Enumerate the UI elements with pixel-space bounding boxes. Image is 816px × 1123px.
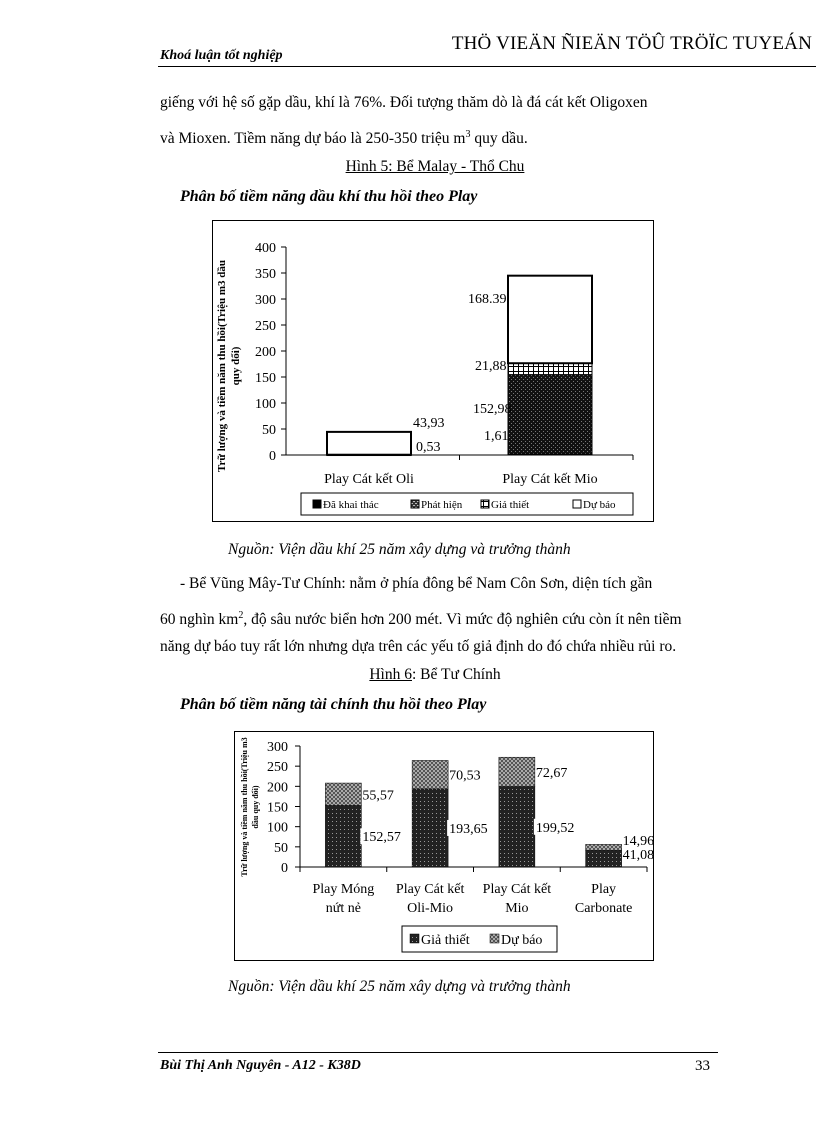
y-axis-label-line-2: dầu quy đổi) xyxy=(251,785,260,829)
text-span: quy dầu. xyxy=(470,130,528,148)
y-tick-label: 150 xyxy=(267,800,288,816)
chart-2 xyxy=(235,732,653,960)
y-tick-label: 150 xyxy=(255,371,276,386)
data-label: 152,98 xyxy=(473,402,512,417)
bar-segment xyxy=(508,375,592,455)
legend-swatch xyxy=(313,500,321,508)
y-tick-label: 100 xyxy=(267,820,288,836)
paragraph-2-line-3: năng dự báo tuy rất lớn nhưng dựa trên các yếu tố giả định do đó chứa nhiều rủi ro. xyxy=(160,638,677,655)
y-tick-label: 200 xyxy=(255,345,276,360)
y-tick-label: 0 xyxy=(269,449,276,464)
text-span: 60 nghìn km xyxy=(160,611,239,629)
y-axis-label-line-1: Trữ lượng và tiềm năm thu hồi(Triệu m3 xyxy=(240,737,249,877)
bar-segment xyxy=(412,789,448,867)
legend-swatch xyxy=(481,500,489,508)
data-label: 1,61 xyxy=(484,429,509,444)
x-tick-label: Oli-Mio xyxy=(407,901,454,916)
y-tick-label: 300 xyxy=(267,740,288,755)
y-tick-label: 400 xyxy=(255,241,276,256)
legend-label: Đã khai thác xyxy=(323,499,379,511)
x-tick-label: Play Cát kết xyxy=(395,882,465,897)
data-label: 72,67 xyxy=(535,765,568,781)
x-tick-label: Play Cát kết Mio xyxy=(502,472,598,487)
chart-1-frame xyxy=(212,220,654,522)
y-tick-label: 300 xyxy=(255,293,276,308)
figure-6-title-label: Hình 6 xyxy=(369,666,412,683)
data-label: 168.39 xyxy=(468,292,507,307)
y-axis-label-line-2: quy đổi) xyxy=(230,346,242,386)
paragraph-1-line-2 xyxy=(160,118,528,155)
legend-label: Giả thiết xyxy=(421,933,470,948)
legend-swatch xyxy=(490,934,499,943)
bar-segment xyxy=(325,783,361,805)
y-tick-label: 200 xyxy=(267,780,288,796)
y-tick-label: 250 xyxy=(255,319,276,334)
chart-1 xyxy=(213,221,653,521)
y-tick-label: 350 xyxy=(255,267,276,282)
figure-5-title: Hình 5: Bể Malay - Thổ Chu xyxy=(345,158,525,175)
legend-swatch xyxy=(573,500,581,508)
superscript: 3 xyxy=(465,129,471,140)
data-label: 70,53 xyxy=(449,768,481,784)
figure-6-subtitle: Phân bố tiềm năng tài chính thu hồi theo Play xyxy=(180,696,487,713)
text-span: , độ sâu nước biển hơn 200 mét. Vì mức độ nghiên cứu còn ít nên tiềm xyxy=(243,611,682,629)
paragraph-1-line-1: giếng với hệ số gặp dầu, khí là 76%. Đối tượng thăm dò là đá cát kết Oligoxen xyxy=(160,94,648,111)
footer-author: Bùi Thị Anh Nguyên - A12 - K38D xyxy=(160,1058,361,1073)
y-tick-label: 250 xyxy=(267,760,288,776)
legend-swatch xyxy=(411,500,419,508)
y-tick-label: 0 xyxy=(281,861,288,876)
chart-2-frame xyxy=(234,731,654,961)
legend-label: Giả thiết xyxy=(491,499,530,511)
x-tick-label: Play Cát kết Oli xyxy=(324,472,414,487)
x-tick-label: Carbonate xyxy=(574,901,633,916)
paragraph-2-line-1: - Bể Vũng Mây-Tư Chính: nằm ở phía đông bể Nam Côn Sơn, diện tích gần xyxy=(180,575,653,592)
text-span: và Mioxen. Tiềm năng dự báo là 250-350 triệu m xyxy=(160,130,466,148)
legend-label: Dự báo xyxy=(583,499,616,511)
bar-segment xyxy=(508,363,592,374)
bar-segment xyxy=(499,787,535,867)
x-tick-label: Play Cát kết xyxy=(482,882,552,897)
data-label: 0,53 xyxy=(416,440,441,455)
header-library-title: THÖ VIEÄN ÑIEÄN TÖÛ TRÖÏC TUYEÁN xyxy=(451,33,812,54)
figure-5-source: Nguồn: Viện dầu khí 25 năm xây dựng và trưởng thành xyxy=(228,541,571,558)
x-tick-label: Mio xyxy=(505,901,529,916)
bar-segment xyxy=(325,805,361,867)
bar-segment xyxy=(586,844,622,850)
superscript: 2 xyxy=(238,610,244,621)
legend-label: Phát hiện xyxy=(421,499,463,511)
bar-segment xyxy=(327,432,411,455)
x-tick-label: Play Móng xyxy=(312,882,375,897)
y-tick-label: 50 xyxy=(262,423,276,438)
figure-5-subtitle: Phân bố tiềm năng dầu khí thu hồi theo Play xyxy=(180,188,478,205)
legend-label: Dự báo xyxy=(501,933,543,948)
bar-segment xyxy=(499,757,535,786)
y-tick-label: 50 xyxy=(274,840,288,856)
data-label: 199,52 xyxy=(535,820,575,836)
data-label: 152,57 xyxy=(362,830,401,846)
header-divider xyxy=(158,66,816,67)
header-thesis-title: Khoá luận tốt nghiệp xyxy=(160,48,283,63)
figure-6-title xyxy=(0,666,816,684)
data-label: 21,88 xyxy=(475,359,507,374)
y-tick-label: 100 xyxy=(255,397,276,412)
figure-6-source: Nguồn: Viện dầu khí 25 năm xây dựng và trưởng thành xyxy=(228,978,571,995)
figure-6-title-rest: : Bể Tư Chính xyxy=(411,666,501,683)
bar-segment xyxy=(508,276,592,364)
data-label: 193,65 xyxy=(449,821,488,837)
x-tick-label: Play xyxy=(591,882,617,897)
data-label: 55,57 xyxy=(362,788,394,804)
bar-segment xyxy=(412,760,448,788)
x-tick-label: nứt nẻ xyxy=(325,901,361,916)
footer-divider xyxy=(158,1052,718,1053)
legend-swatch xyxy=(410,934,419,943)
data-label: 14,96 xyxy=(622,834,653,849)
bar-segment xyxy=(586,850,622,867)
data-label: 41,08 xyxy=(622,848,653,863)
page-number: 33 xyxy=(695,1058,710,1074)
data-label: 43,93 xyxy=(413,416,445,431)
y-axis-label-line-1: Trữ lượng và tiềm năm thu hồi(Triệu m3 dầu xyxy=(216,259,228,473)
